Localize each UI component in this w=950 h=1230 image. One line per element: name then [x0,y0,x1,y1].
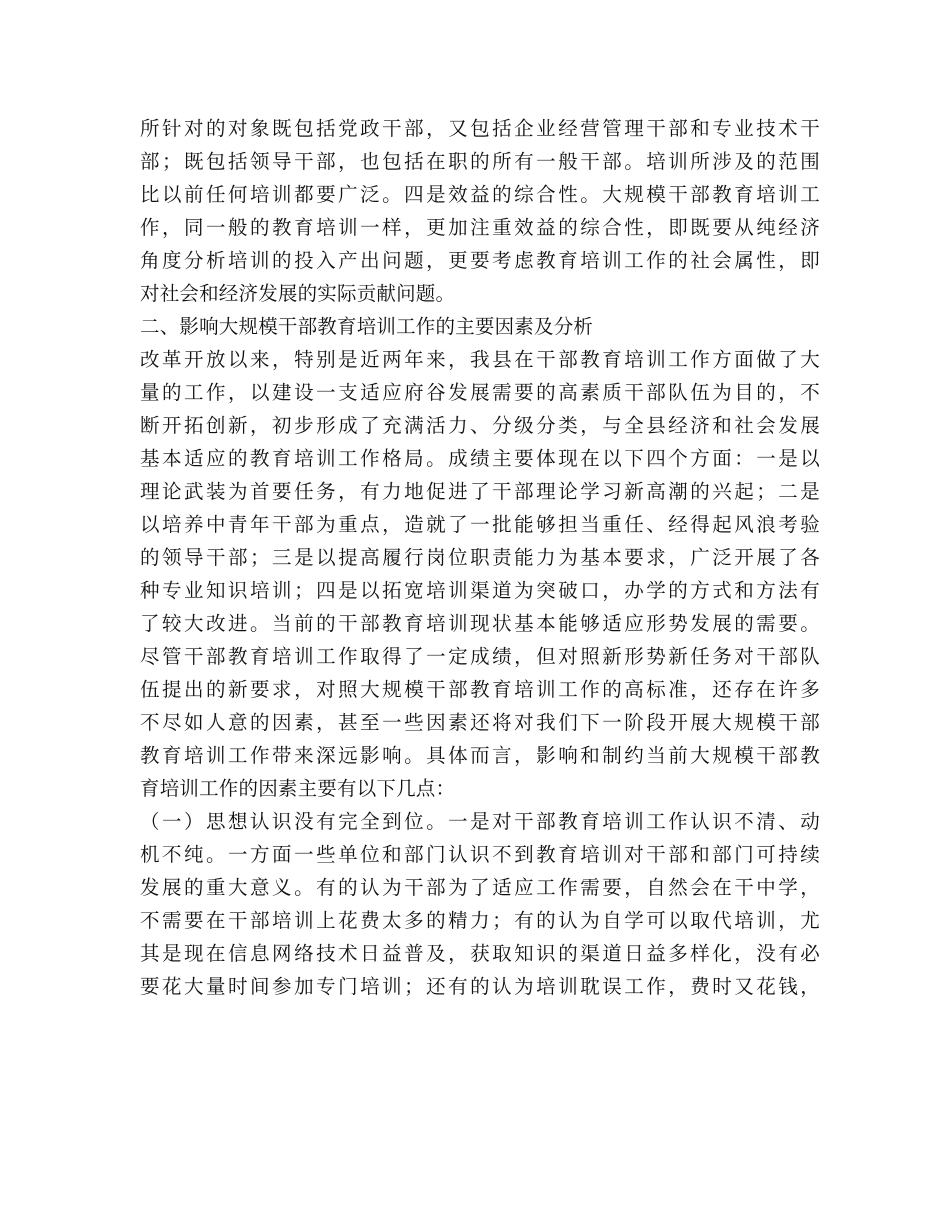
text-line: 作，同一般的教育培训一样，更加注重效益的综合性，即既要从纯经济 [140,216,820,239]
text-line: 量的工作，以建设一支适应府谷发展需要的高素质干部队伍为目的，不 [140,381,820,404]
text-line: 机不纯。一方面一些单位和部门认识不到教育培训对干部和部门可持续 [140,843,820,866]
text-line: 断开拓创新，初步形成了充满活力、分级分类，与全县经济和社会发展 [140,414,820,437]
text-line: 不尽如人意的因素，甚至一些因素还将对我们下一阶段开展大规模干部 [140,711,820,734]
text-line: 对社会和经济发展的实际贡献问题。 [140,282,456,305]
text-line: 理论武装为首要任务，有力地促进了干部理论学习新高潮的兴起；二是 [140,480,820,503]
text-line: 比以前任何培训都要广泛。四是效益的综合性。大规模干部教育培训工 [140,183,820,206]
text-line: 基本适应的教育培训工作格局。成绩主要体现在以下四个方面：一是以 [140,447,820,470]
text-line: 教育培训工作带来深远影响。具体而言，影响和制约当前大规模干部教 [140,744,820,767]
text-line: 发展的重大意义。有的认为干部为了适应工作需要，自然会在干中学， [140,876,820,899]
text-line: 二、影响大规模干部教育培训工作的主要因素及分析 [140,315,594,338]
text-line: 其是现在信息网络技术日益普及，获取知识的渠道日益多样化，没有必 [140,942,820,965]
text-line: 的领导干部；三是以提高履行岗位职责能力为基本要求，广泛开展了各 [140,546,820,569]
text-line: 改革开放以来，特别是近两年来，我县在干部教育培训工作方面做了大 [140,348,820,371]
text-line: 所针对的对象既包括党政干部，又包括企业经营管理干部和专业技术干 [140,117,820,140]
text-line: 以培养中青年干部为重点，造就了一批能够担当重任、经得起风浪考验 [140,513,820,536]
text-line: 伍提出的新要求，对照大规模干部教育培训工作的高标准，还存在许多 [140,678,820,701]
text-line: 尽管干部教育培训工作取得了一定成绩，但对照新形势新任务对干部队 [140,645,820,668]
text-line: （一）思想认识没有完全到位。一是对干部教育培训工作认识不清、动 [140,810,820,833]
document-body [140,112,820,1003]
text-line: 不需要在干部培训上花费太多的精力；有的认为自学可以取代培训，尤 [140,909,820,932]
text-line: 了较大改进。当前的干部教育培训现状基本能够适应形势发展的需要。 [140,612,820,635]
text-line: 要花大量时间参加专门培训；还有的认为培训耽误工作，费时又花钱， [140,975,820,998]
text-line: 角度分析培训的投入产出问题，更要考虑教育培训工作的社会属性，即 [140,249,820,272]
text-line: 种专业知识培训；四是以拓宽培训渠道为突破口，办学的方式和方法有 [140,579,820,602]
text-line: 部；既包括领导干部，也包括在职的所有一般干部。培训所涉及的范围 [140,150,820,173]
text-line: 育培训工作的因素主要有以下几点： [140,777,456,800]
